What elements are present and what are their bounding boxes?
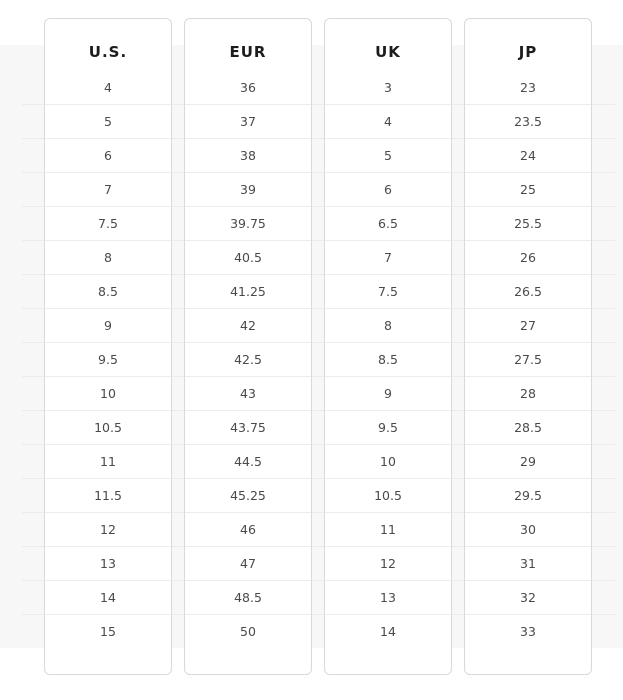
size-cell: 7 bbox=[384, 250, 392, 265]
size-cell: 40.5 bbox=[234, 250, 262, 265]
size-cell: 44.5 bbox=[234, 454, 262, 469]
size-cell: 46 bbox=[240, 522, 256, 537]
size-cell: 42.5 bbox=[234, 352, 262, 367]
size-cell: 10 bbox=[380, 454, 396, 469]
size-cell: 29.5 bbox=[514, 488, 542, 503]
size-cell: 45.25 bbox=[230, 488, 266, 503]
size-cell: 8 bbox=[384, 318, 392, 333]
size-cell: 9.5 bbox=[98, 352, 118, 367]
size-cell: 7 bbox=[104, 182, 112, 197]
size-cell: 7.5 bbox=[378, 284, 398, 299]
size-cell: 6 bbox=[384, 182, 392, 197]
size-cell: 26 bbox=[520, 250, 536, 265]
size-cell: 27.5 bbox=[514, 352, 542, 367]
size-cell: 28.5 bbox=[514, 420, 542, 435]
size-cell: 36 bbox=[240, 80, 256, 95]
size-cell: 47 bbox=[240, 556, 256, 571]
size-cell: 29 bbox=[520, 454, 536, 469]
size-cell: 8.5 bbox=[98, 284, 118, 299]
size-cell: 23.5 bbox=[514, 114, 542, 129]
column-us bbox=[44, 18, 172, 675]
size-cell: 9.5 bbox=[378, 420, 398, 435]
column-header-jp: JP bbox=[518, 43, 538, 61]
size-cell: 39 bbox=[240, 182, 256, 197]
size-cell: 48.5 bbox=[234, 590, 262, 605]
size-cell: 37 bbox=[240, 114, 256, 129]
size-cell: 39.75 bbox=[230, 216, 266, 231]
size-cell: 10.5 bbox=[94, 420, 122, 435]
size-cell: 50 bbox=[240, 624, 256, 639]
size-cell: 41.25 bbox=[230, 284, 266, 299]
size-cell: 10 bbox=[100, 386, 116, 401]
size-cell: 5 bbox=[104, 114, 112, 129]
column-eur bbox=[184, 18, 312, 675]
size-cell: 6 bbox=[104, 148, 112, 163]
column-header-us: U.S. bbox=[88, 43, 128, 61]
size-cell: 10.5 bbox=[374, 488, 402, 503]
size-cell: 15 bbox=[100, 624, 116, 639]
size-cell: 6.5 bbox=[378, 216, 398, 231]
size-cell: 32 bbox=[520, 590, 536, 605]
size-cell: 12 bbox=[380, 556, 396, 571]
size-cell: 13 bbox=[380, 590, 396, 605]
size-cell: 9 bbox=[384, 386, 392, 401]
size-cell: 23 bbox=[520, 80, 536, 95]
size-cell: 14 bbox=[380, 624, 396, 639]
size-cell: 43.75 bbox=[230, 420, 266, 435]
size-cell: 25 bbox=[520, 182, 536, 197]
size-cell: 38 bbox=[240, 148, 256, 163]
column-uk bbox=[324, 18, 452, 675]
size-cell: 25.5 bbox=[514, 216, 542, 231]
size-cell: 9 bbox=[104, 318, 112, 333]
size-cell: 14 bbox=[100, 590, 116, 605]
size-cell: 28 bbox=[520, 386, 536, 401]
size-cell: 4 bbox=[384, 114, 392, 129]
size-cell: 8.5 bbox=[378, 352, 398, 367]
size-cell: 13 bbox=[100, 556, 116, 571]
size-cell: 24 bbox=[520, 148, 536, 163]
size-cell: 33 bbox=[520, 624, 536, 639]
size-cell: 8 bbox=[104, 250, 112, 265]
size-cell: 3 bbox=[384, 80, 392, 95]
size-cell: 30 bbox=[520, 522, 536, 537]
size-cell: 27 bbox=[520, 318, 536, 333]
size-cell: 11 bbox=[380, 522, 396, 537]
size-cell: 26.5 bbox=[514, 284, 542, 299]
size-cell: 31 bbox=[520, 556, 536, 571]
column-jp bbox=[464, 18, 592, 675]
size-cell: 12 bbox=[100, 522, 116, 537]
size-cell: 7.5 bbox=[98, 216, 118, 231]
size-cell: 4 bbox=[104, 80, 112, 95]
size-cell: 5 bbox=[384, 148, 392, 163]
column-header-uk: UK bbox=[375, 43, 401, 61]
column-header-eur: EUR bbox=[229, 43, 267, 61]
size-cell: 11.5 bbox=[94, 488, 122, 503]
size-cell: 11 bbox=[100, 454, 116, 469]
size-cell: 42 bbox=[240, 318, 256, 333]
size-cell: 43 bbox=[240, 386, 256, 401]
